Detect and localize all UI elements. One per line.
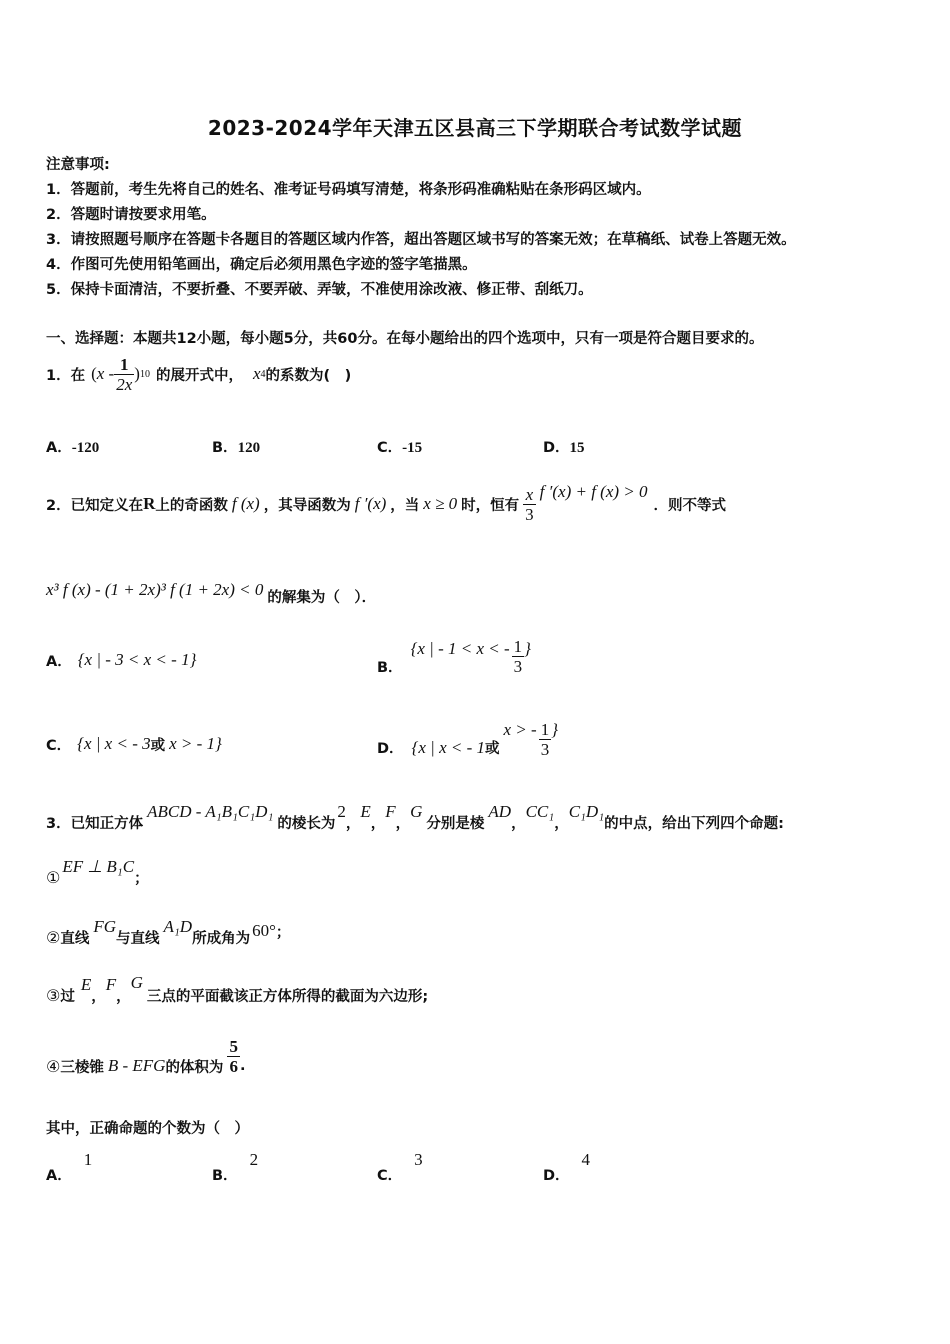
p3-G: G bbox=[130, 973, 143, 992]
option-value-end: x > - 1} bbox=[169, 734, 222, 753]
q1-expr-x: x - bbox=[96, 364, 115, 383]
section-heading: 一、选择题：本题共12小题，每小题5分，共60分。在每小题给出的四个选项中，只有一项是符合题目要求的。 bbox=[46, 331, 764, 347]
q2-optb-fraction bbox=[512, 637, 525, 676]
frac-num: 5 bbox=[229, 1036, 238, 1056]
option-label: D． bbox=[543, 1168, 570, 1184]
q2-option-a[interactable] bbox=[46, 632, 196, 688]
option-value: {x | - 1 < x < - bbox=[410, 639, 510, 658]
p2-mark: ② bbox=[46, 927, 61, 947]
q3-AD: AD bbox=[488, 802, 512, 821]
q2-option-c[interactable] bbox=[46, 716, 222, 772]
p3-E: E bbox=[80, 975, 92, 994]
q2-prefix: 2．已知定义在 bbox=[46, 497, 144, 514]
p2-angle: 60° bbox=[252, 921, 276, 940]
q2-frac-num: x bbox=[523, 485, 536, 505]
q2-t5: ．则不等式 bbox=[653, 497, 727, 514]
option-value: {x | x < - 1 bbox=[411, 738, 485, 757]
option-value: 120 bbox=[237, 440, 261, 456]
q1-paren-close: ) bbox=[134, 364, 140, 383]
q2-t3: ，当 bbox=[390, 497, 420, 514]
option-value: 1 bbox=[83, 1150, 93, 1169]
option-label: B． bbox=[212, 1168, 238, 1184]
question-3: 3．已知正方体 ABCD - A₁B₁C₁D₁ 的棱长为 2 ， E ， F ， G 分别是棱 AD ， CC₁ ， C₁D₁ 的中点，给出下列四个命题: bbox=[46, 802, 784, 832]
q3-C1D1: C₁D₁ bbox=[568, 802, 605, 821]
option-value: -120 bbox=[71, 440, 100, 456]
p4-t2: 的体积为 bbox=[165, 1059, 224, 1076]
q1-prefix: 1．在 bbox=[46, 367, 86, 384]
note-item: 5．保持卡面清洁，不要折叠、不要弄破、弄皱，不准使用涂改液、修正带、刮纸刀。 bbox=[46, 282, 593, 298]
q2-optd-fraction bbox=[539, 720, 552, 759]
q1-frac-den: 2x bbox=[116, 374, 133, 394]
option-value: 15 bbox=[569, 440, 585, 456]
option-or: 或 bbox=[485, 741, 500, 757]
option-label: C． bbox=[377, 440, 403, 456]
p2-t3: 所成角为 bbox=[192, 930, 251, 947]
option-value-end: } bbox=[524, 639, 531, 658]
p2-A1D: A₁D bbox=[163, 917, 193, 936]
q2-R: R bbox=[143, 494, 156, 513]
option-label: D． bbox=[377, 741, 404, 757]
option-value-end: } bbox=[551, 720, 558, 739]
q1-mid: 的展开式中， bbox=[155, 367, 243, 384]
frac-den: 3 bbox=[513, 656, 523, 676]
p1-end: ； bbox=[134, 870, 149, 887]
option-value: {x | x < - 3 bbox=[77, 734, 151, 753]
option-label: B． bbox=[212, 440, 238, 456]
q3-prefix: 3．已知正方体 bbox=[46, 815, 144, 832]
q2-t1: 上的奇函数 bbox=[155, 497, 228, 514]
q1-exponent: 10 bbox=[139, 368, 150, 380]
q1-term-exp: 4 bbox=[260, 368, 266, 380]
p3-F: F bbox=[105, 975, 117, 994]
p4-end: . bbox=[239, 1058, 246, 1074]
option-label: A． bbox=[46, 653, 72, 670]
p2-t1: 直线 bbox=[60, 930, 90, 947]
q2-cond: x ≥ 0 bbox=[423, 494, 458, 513]
q1-term: x bbox=[252, 364, 261, 383]
q3-proposition-3: ③ 过 E ， F ， G 三点的平面截该正方体所得的截面为六边形; bbox=[46, 973, 429, 1005]
q3-t3: 的中点，给出下列四个命题: bbox=[604, 815, 784, 832]
question-1 bbox=[46, 352, 351, 396]
q2-t4: 时，恒有 bbox=[461, 497, 520, 514]
p4-mark: ④ bbox=[46, 1056, 61, 1076]
p4-fraction bbox=[227, 1037, 240, 1076]
notes-heading: 注意事项: bbox=[46, 157, 110, 173]
q1-option-a[interactable] bbox=[46, 436, 99, 457]
q1-option-b[interactable] bbox=[212, 436, 260, 457]
q3-option-d[interactable] bbox=[543, 1150, 590, 1185]
p3-t2: 三点的平面截该正方体所得的截面为六边形; bbox=[146, 988, 429, 1005]
q3-t1: 的棱长为 bbox=[277, 815, 336, 832]
frac-den: 6 bbox=[229, 1056, 238, 1076]
q1-paren-open: ( bbox=[91, 364, 97, 383]
q2-line2-suffix: 的解集为（ ）． bbox=[267, 590, 377, 606]
option-label: C． bbox=[377, 1168, 403, 1184]
note-item: 4．作图可先使用铅笔画出，确定后必须用黑色字迹的签字笔描黑。 bbox=[46, 257, 477, 273]
p3-t1: 过 bbox=[60, 988, 75, 1005]
frac-num: 1 bbox=[540, 719, 550, 739]
q3-proposition-2 bbox=[46, 914, 290, 948]
q1-option-c[interactable] bbox=[377, 436, 422, 457]
frac-num: 1 bbox=[513, 636, 523, 656]
q3-option-b[interactable] bbox=[212, 1150, 258, 1185]
q3-cube: ABCD - A₁B₁C₁D₁ bbox=[147, 802, 274, 821]
q3-proposition-1 bbox=[46, 854, 149, 888]
note-item: 1．答题前，考生先将自己的姓名、准考证号码填写清楚，将条形码准确粘贴在条形码区域内。 bbox=[46, 182, 651, 198]
option-value: 3 bbox=[414, 1150, 423, 1169]
p4-t1: 三棱锥 bbox=[60, 1059, 104, 1076]
option-label: B． bbox=[377, 660, 403, 676]
q2-t2: ，其导函数为 bbox=[263, 497, 351, 514]
note-item: 2．答题时请按要求用笔。 bbox=[46, 207, 216, 223]
q1-frac-num: 1 bbox=[114, 355, 134, 375]
frac-den: 3 bbox=[540, 739, 550, 759]
option-value: -15 bbox=[402, 440, 423, 456]
q3-proposition-4 bbox=[46, 1030, 245, 1082]
p2-FG: FG bbox=[93, 917, 117, 936]
q3-t2: 分别是棱 bbox=[426, 815, 485, 832]
p1-expr: EF ⊥ B₁C bbox=[62, 857, 135, 876]
p4-expr: B - EFG bbox=[107, 1056, 166, 1075]
q2-line2 bbox=[46, 572, 376, 607]
q3-option-c[interactable] bbox=[377, 1150, 423, 1185]
q2-fpx: f ′(x) bbox=[354, 494, 387, 513]
option-value: 4 bbox=[581, 1150, 591, 1169]
q2-line2-expr: x³ f (x) - (1 + 2x)³ f (1 + 2x) < 0 bbox=[46, 579, 264, 599]
q3-len: 2 bbox=[337, 802, 346, 821]
option-value: 2 bbox=[249, 1150, 259, 1169]
option-or: 或 bbox=[150, 737, 166, 754]
q3-G: G bbox=[410, 802, 423, 821]
option-value-mid: x > - bbox=[503, 720, 537, 739]
q2-ineq-fraction bbox=[523, 485, 536, 524]
q1-suffix: 的系数为( ) bbox=[265, 367, 352, 384]
q2-ineq-rest: f ′(x) + f (x) > 0 bbox=[539, 482, 648, 501]
q1-fraction bbox=[114, 355, 134, 394]
page-title: 2023-2024学年天津五区县高三下学期联合考试数学试题 bbox=[207, 116, 743, 140]
p3-mark: ③ bbox=[46, 985, 61, 1005]
p2-t2: 与直线 bbox=[116, 930, 160, 947]
q2-fx: f (x) bbox=[231, 494, 260, 513]
question-2 bbox=[46, 476, 726, 532]
option-label: A． bbox=[46, 1168, 72, 1184]
q1-option-d[interactable] bbox=[543, 436, 585, 457]
note-item: 3．请按照题号顺序在答题卡各题目的答题区域内作答，超出答题区域书写的答案无效；在草稿纸、试卷上答题无效。 bbox=[46, 232, 796, 248]
p2-end: ； bbox=[275, 924, 291, 941]
q2-option-d[interactable] bbox=[377, 708, 558, 770]
option-label: C． bbox=[46, 737, 72, 754]
q2-frac-den: 3 bbox=[525, 504, 534, 524]
p1-mark: ① bbox=[46, 867, 61, 887]
q3-F: F bbox=[385, 802, 396, 821]
q3-CC1: CC₁ bbox=[525, 802, 555, 821]
option-value: {x | - 3 < x < - 1} bbox=[77, 650, 197, 669]
option-label: A． bbox=[46, 440, 72, 456]
q3-option-a[interactable] bbox=[46, 1150, 92, 1185]
q3-ask: 其中，正确命题的个数为（ ） bbox=[46, 1121, 249, 1137]
option-label: D． bbox=[543, 440, 570, 456]
q2-option-b[interactable] bbox=[377, 625, 531, 687]
q3-E: E bbox=[360, 802, 371, 821]
